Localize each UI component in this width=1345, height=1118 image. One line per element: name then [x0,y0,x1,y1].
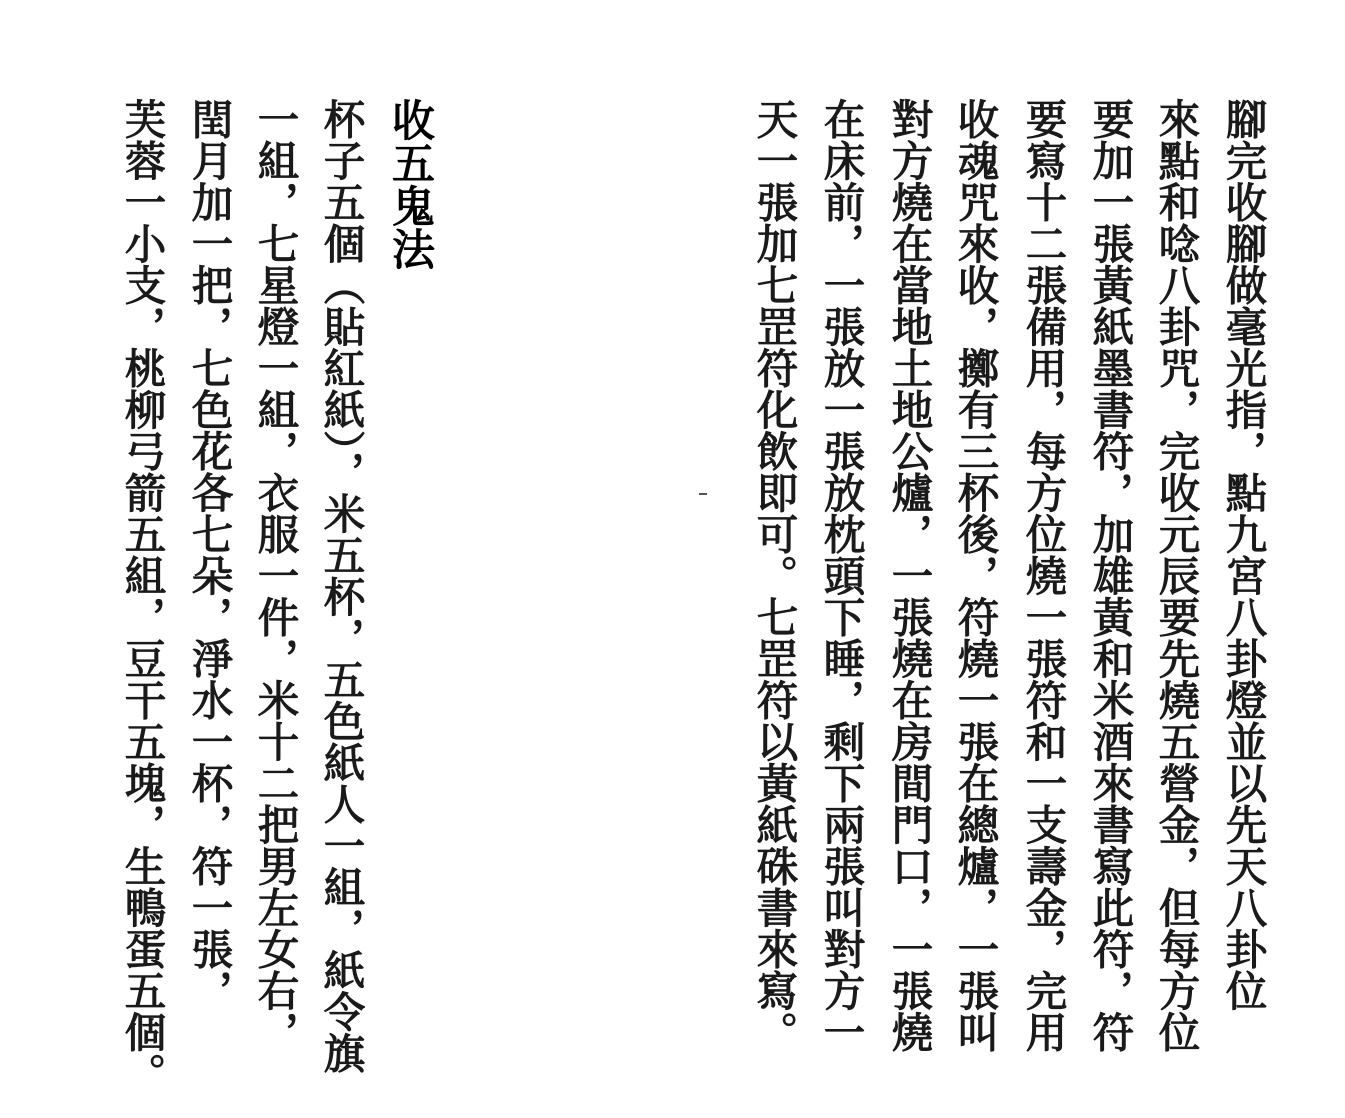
scan-speck [699,493,707,495]
right-page-column-4: 要寫十二張備用，每方位燒一張符和一支壽金，完用 [1018,98,1068,1053]
section-heading: 收五鬼法 [385,98,435,270]
right-page-column-5: 收魂咒來收，擲有三杯後，符燒一張在總爐，一張叫 [950,98,1000,1053]
right-page-column-7: 在床前，一張放一張放枕頭下睡，剩下兩張叫對方一 [816,98,866,1053]
right-page-column-2: 來點和唸八卦咒，完收元辰要先燒五營金，但每方位 [1151,98,1201,1053]
left-page-column-1: 杯子五個（貼紅紙），米五杯，五色紙人一組，紙令旗 [316,98,366,1074]
right-page-column-3: 要加一張黃紙墨書符，加雄黃和米酒來書寫此符，符 [1085,98,1135,1053]
right-page-column-6: 對方燒在當地土地公爐，一張燒在房間門口，一張燒 [884,98,934,1053]
left-page-column-2: 一組，七星燈一組，衣服一件，米十二把男左女右， [250,98,300,1053]
right-page-column-8: 天一張加七罡符化飲即可。七罡符以黃紙硃書來寫。 [749,98,799,1053]
left-page-column-3: 閏月加一把，七色花各七朵，淨水一杯，符一張， [184,98,234,1011]
right-page-column-1: 腳完收腳做毫光指，點九宮八卦燈並以先天八卦位 [1218,98,1268,1011]
left-page-column-4: 芙蓉一小支，桃柳弓箭五組，豆干五塊，生鴨蛋五個。 [117,98,167,1094]
